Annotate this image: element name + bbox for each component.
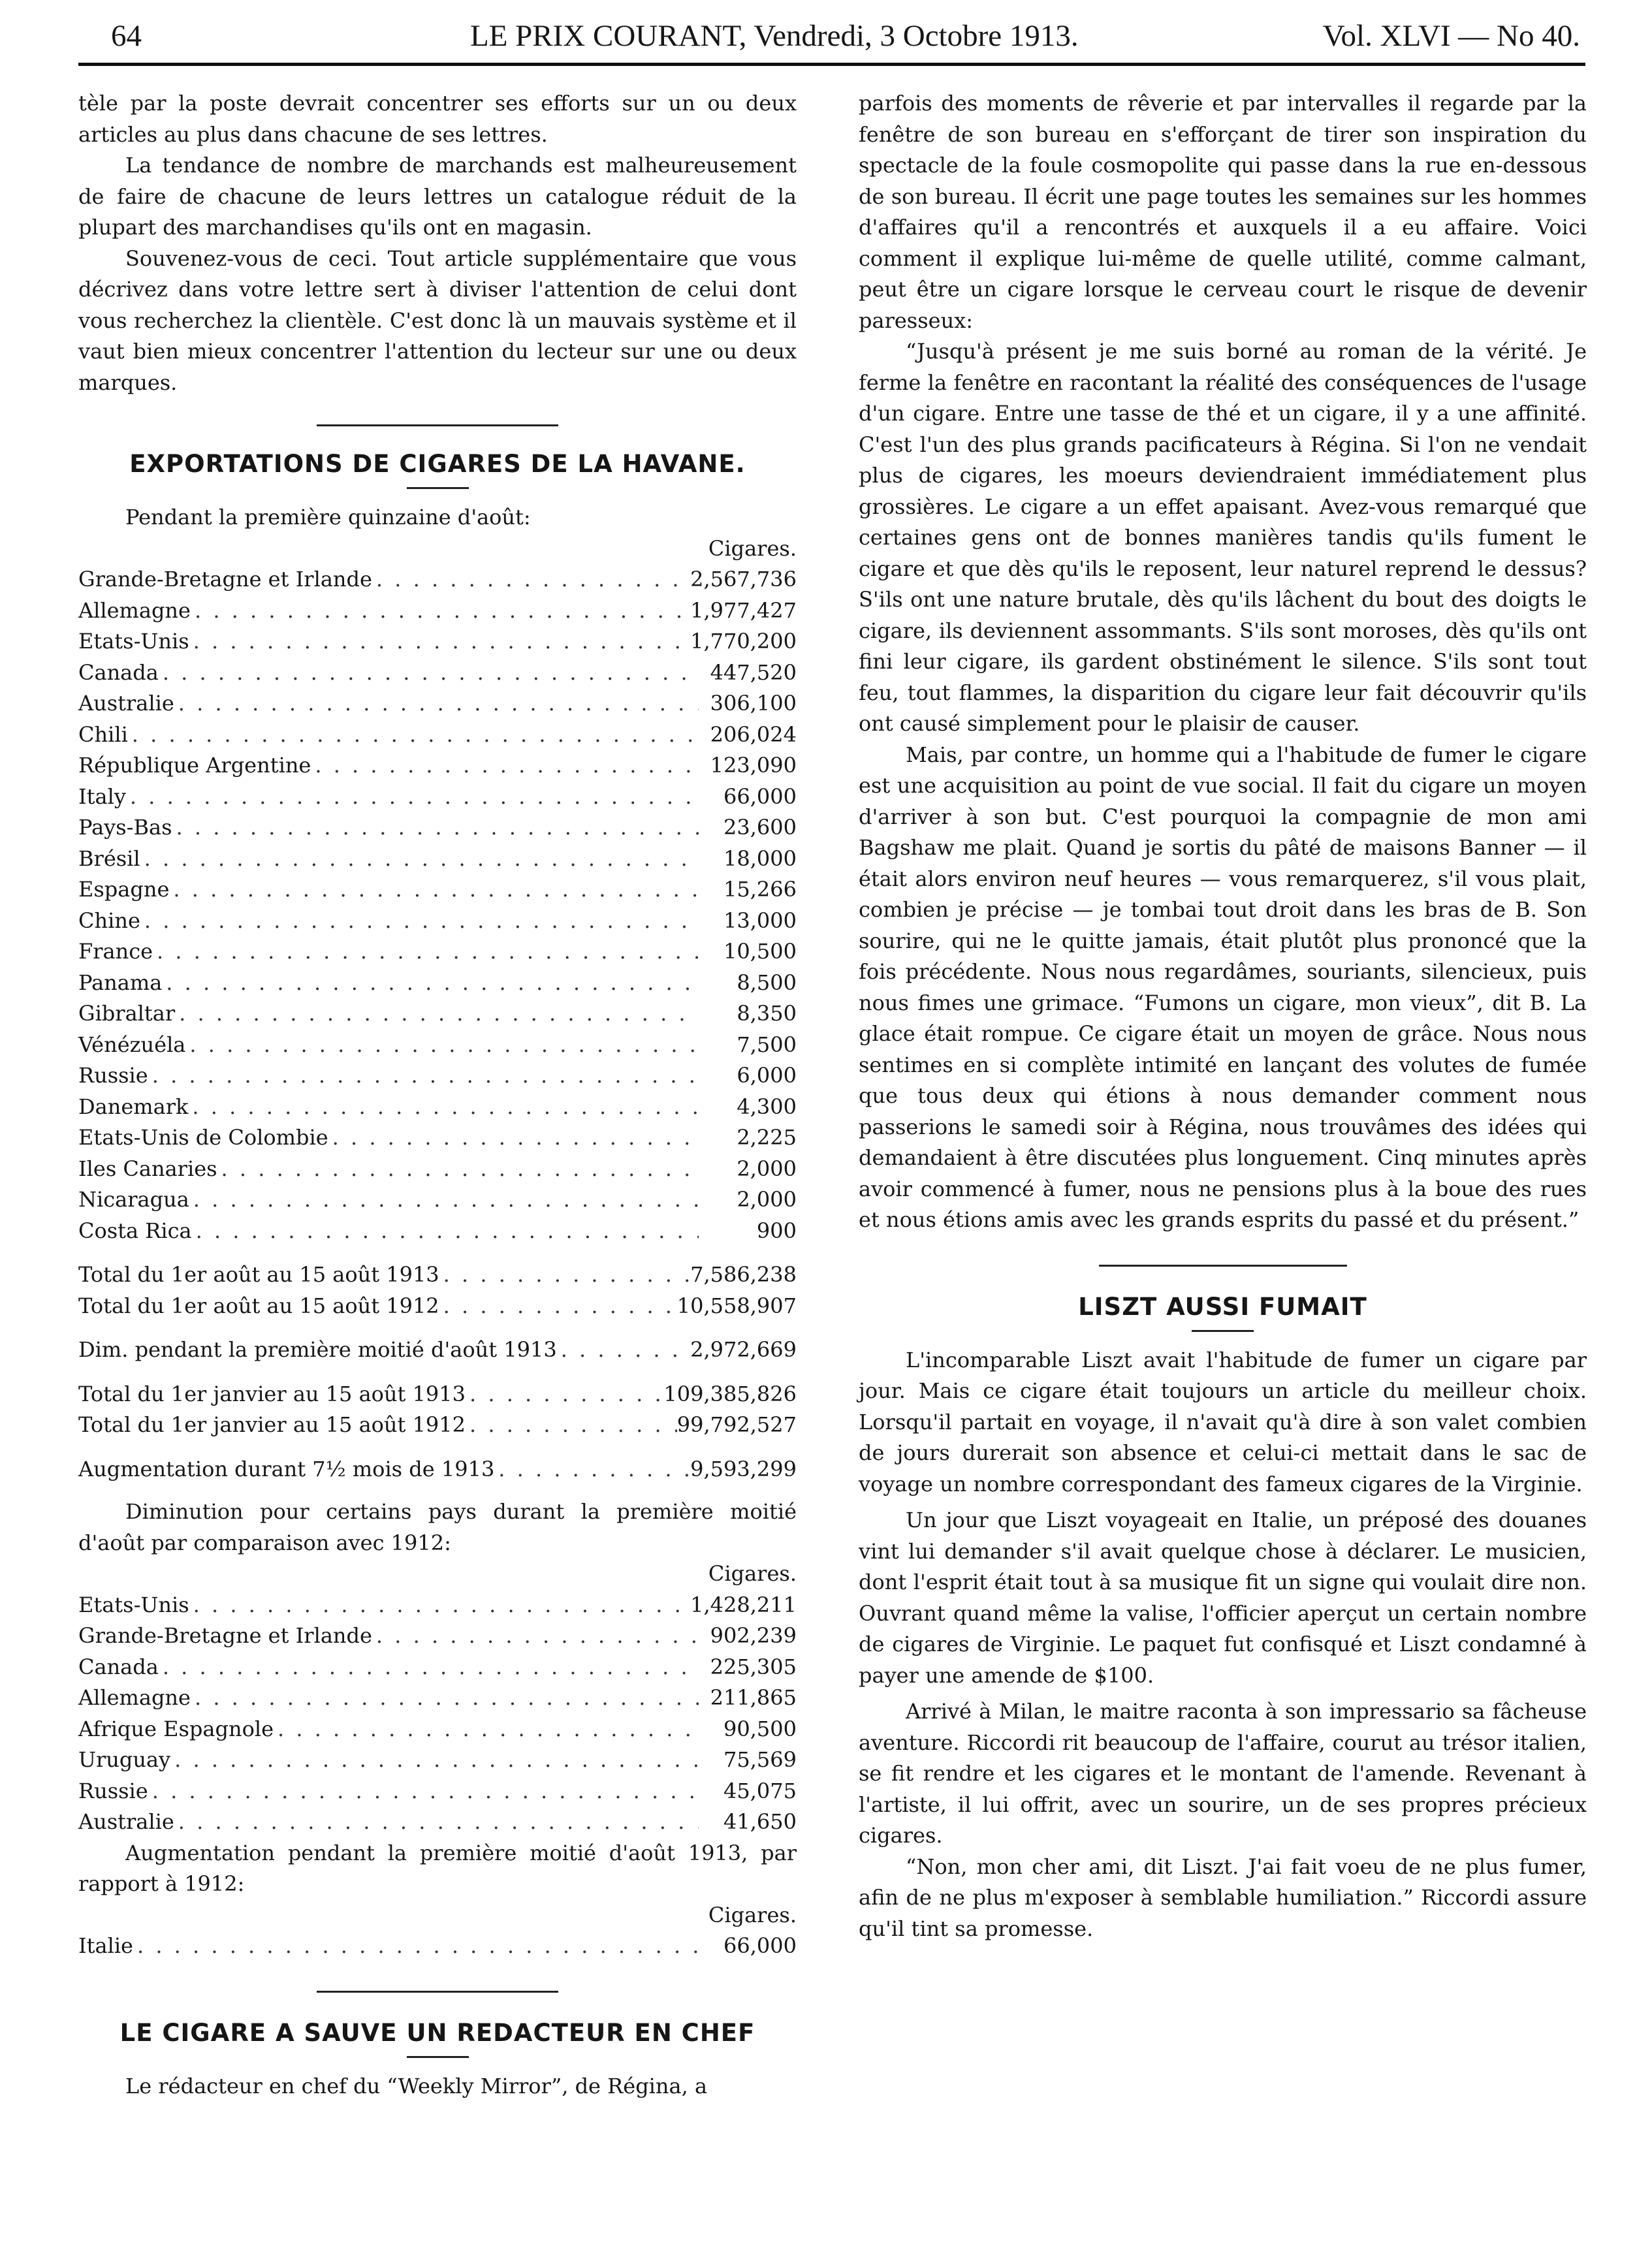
leader-dots <box>494 1454 690 1485</box>
row-label: Uruguay <box>78 1747 171 1772</box>
table-row <box>78 688 797 720</box>
liszt-title: LISZT AUSSI FUMAIT <box>1078 1292 1367 1321</box>
row-value: 1,428,211 <box>690 1592 797 1617</box>
row-value: 15,266 <box>723 877 797 902</box>
row-value: 18,000 <box>723 846 797 871</box>
row-label: Gibraltar <box>78 1001 176 1026</box>
table-row <box>78 1122 797 1154</box>
table-row <box>78 1745 797 1776</box>
page-number: 64 <box>111 19 142 53</box>
row-label: Costa Rica <box>78 1218 192 1243</box>
diminution-line <box>78 1335 797 1366</box>
section-divider-3 <box>1099 1265 1347 1267</box>
row-value: 1,977,427 <box>690 597 797 623</box>
section-divider <box>317 424 558 426</box>
leader-dots <box>170 1745 699 1776</box>
leader-dots <box>148 1776 699 1807</box>
intro-paragraph-2: La tendance de nombre de marchands est malheureusement de faire de chacune de leurs lettres un catalogue réduit de la plupart des marchandises qu'ils ont en magasin. <box>78 153 797 240</box>
right-paragraph-3: Mais, par contre, un homme qui a l'habitude de fumer le cigare est une acquisition au point de vue social. Il fait du cigare un moyen d'arriver à son but. C'est pourquoi la compagnie de mon ami Bagshaw me plait. Quand je sortis du pâté de maisons Banner — il était alors environ neuf heures — vous remarquerez, s'il vous plait, combien je précise — je tombai tout droit dans les bras de B. Son sourire, qui ne le quitte jamais, était plutôt plus prononcé que la fois précédente. Nous nous regardâmes, souriants, silencieux, puis nous fimes une grimace. “Fumons un cigare, mon vieux”, dit B. La glace était rompue. Ce cigare était un moyen de grâce. Nous nous sentimes en si complète intimité en lançant des volutes de fumée que tous deux qui étions à nous demander comment nous passerions le samedi soir à Régina, nous trouvâmes des idées qui demandaient à être discutées plus longuement. Cinq minutes après avoir commencé à fumer, nous ne pensions plus à la boue des rues et nous étions amis avec les grands esprits du passé et du présent.” <box>859 742 1587 1232</box>
row-value: 123,090 <box>710 753 797 778</box>
row-label: Chine <box>78 908 140 933</box>
row-value: 90,500 <box>723 1716 797 1741</box>
row-label: Nicaragua <box>78 1187 189 1212</box>
table-row <box>78 1410 797 1441</box>
leader-dots <box>133 1931 699 1962</box>
table-row <box>78 874 797 906</box>
row-label: Italy <box>78 783 126 809</box>
table-row <box>78 936 797 968</box>
row-label: Russie <box>78 1778 148 1803</box>
table-row <box>78 1776 797 1807</box>
row-label: Canada <box>78 1654 159 1679</box>
row-label: Total du 1er janvier au 15 août 1913 <box>78 1381 466 1406</box>
intro-paragraph-1: tèle par la poste devrait concentrer ses efforts sur un ou deux articles au plus dans chacune de ses lettres. <box>78 91 797 147</box>
row-value: 211,865 <box>710 1685 797 1710</box>
table-row <box>78 906 797 937</box>
row-label: Allemagne <box>78 597 191 623</box>
row-label: Vénézuéla <box>78 1032 186 1057</box>
table-row <box>78 968 797 999</box>
header-rule <box>78 63 1585 66</box>
title-underline-2 <box>407 2056 469 2058</box>
row-label: Afrique Espagnole <box>78 1716 274 1741</box>
row-value: 8,500 <box>737 970 797 995</box>
leader-dots <box>191 1683 699 1714</box>
table-row <box>78 1154 797 1185</box>
leader-dots <box>174 1807 699 1838</box>
leader-dots <box>185 1030 699 1061</box>
row-label: Italie <box>78 1933 133 1958</box>
publication-title: LE PRIX COURANT, Vendredi, 3 Octobre 1913. <box>470 19 1079 53</box>
leader-dots <box>175 998 699 1030</box>
row-value: 447,520 <box>710 659 797 685</box>
row-value: 1,770,200 <box>690 629 797 654</box>
intro-paragraph-3: Souvenez-vous de ceci. Tout article supplémentaire que vous décrivez dans votre lettre sert à diviser l'attention de celui dont vous recherchez la clientèle. C'est donc là un mauvais système et il vaut bien mieux concentrer l'attention du lecteur sur une ou deux marques. <box>78 245 797 395</box>
row-value: 4,300 <box>737 1094 797 1119</box>
row-label: Total du 1er août au 15 août 1913 <box>78 1262 439 1287</box>
table-row <box>78 782 797 813</box>
row-value: 7,500 <box>737 1032 797 1057</box>
exports-table <box>78 564 797 1246</box>
row-value: 41,650 <box>723 1809 797 1834</box>
liszt-paragraph-2: Un jour que Liszt voyageait en Italie, un préposé des douanes vint lui demander s'il avait quelque chose à déclarer. Le musicien, dont l'esprit était tout à sa musique fit un signe qui voulait dire non. Ouvrant quand même la valise, l'officier aperçut un certain nombre de cigares de Virginie. Le paquet fut confisqué et Liszt condamné à payer une amende de $100. <box>859 1508 1587 1688</box>
augmentation-table <box>78 1931 797 1962</box>
row-value: 99,792,527 <box>676 1412 797 1437</box>
table-row <box>78 1259 797 1291</box>
totals-august <box>78 1259 797 1321</box>
right-paragraph-1: parfois des moments de rêverie et par intervalles il regarde par la fenêtre de son bureau en s'efforçant de tirer son inspiration du spectacle de la foule cosmopolite qui passe dans la rue en-dessous de son bureau. Il écrit une page toutes les semaines sur les hommes d'affaires qu'il a rencontrés et auxquels il a eu affaire. Voici comment il explique lui-même de quelle utilité, comme calmant, peut être un cigare lorsque le cerveau court le risque de devenir paresseux: <box>859 91 1587 333</box>
leader-dots <box>148 1060 699 1092</box>
table-row <box>78 998 797 1030</box>
right-column <box>859 88 1587 1944</box>
row-value: 900 <box>756 1218 797 1243</box>
leader-dots <box>189 1184 699 1216</box>
row-label: France <box>78 939 153 964</box>
volume-number: Vol. XLVI — No 40. <box>1322 19 1580 53</box>
exports-period: Pendant la première quinzaine d'août: <box>125 505 531 530</box>
row-label: Etats-Unis <box>78 1592 189 1617</box>
row-label: Dim. pendant la première moitié d'août 1913 <box>78 1337 557 1362</box>
leader-dots <box>217 1154 699 1185</box>
row-value: 23,600 <box>723 815 797 840</box>
table-row <box>78 720 797 751</box>
page-header <box>91 18 1580 59</box>
row-label: Grande-Bretagne et Irlande <box>78 567 372 592</box>
table-row <box>78 1714 797 1745</box>
row-value: 10,500 <box>723 939 797 964</box>
leader-dots <box>466 1410 677 1441</box>
table-row <box>78 626 797 657</box>
row-value: 902,239 <box>710 1623 797 1648</box>
row-value: 2,000 <box>737 1187 797 1212</box>
row-label: Panama <box>78 970 163 995</box>
leader-dots <box>159 1652 699 1683</box>
row-label: Espagne <box>78 877 170 902</box>
section-divider-2 <box>317 1991 558 1993</box>
leader-dots <box>439 1259 690 1291</box>
leader-dots <box>328 1122 699 1154</box>
row-label: Allemagne <box>78 1685 191 1710</box>
leader-dots <box>372 564 690 595</box>
leader-dots <box>189 626 691 657</box>
row-value: 66,000 <box>723 1933 797 1958</box>
unit-header: Cigares. <box>708 535 797 561</box>
table-row <box>78 657 797 689</box>
table-row <box>78 1931 797 1962</box>
augmentation-line <box>78 1454 797 1485</box>
table-row <box>78 1216 797 1247</box>
leader-dots <box>188 1092 699 1123</box>
row-label: Australie <box>78 691 174 716</box>
unit-header-2: Cigares. <box>708 1561 797 1586</box>
table-row <box>78 1590 797 1621</box>
leader-dots <box>466 1379 663 1410</box>
leader-dots <box>189 1590 691 1621</box>
leader-dots <box>153 936 699 968</box>
table-row <box>78 1454 797 1485</box>
row-label: Total du 1er janvier au 15 août 1912 <box>78 1412 466 1437</box>
leader-dots <box>172 812 699 844</box>
leader-dots <box>169 874 699 906</box>
table-row <box>78 1291 797 1322</box>
table-row <box>78 1092 797 1123</box>
row-label: Australie <box>78 1809 174 1834</box>
title-underline-3 <box>1192 1330 1254 1332</box>
row-value: 8,350 <box>737 1001 797 1026</box>
left-column <box>78 88 797 2102</box>
table-row <box>78 1184 797 1216</box>
table-row <box>78 844 797 875</box>
table-row <box>78 1335 797 1366</box>
row-value: 225,305 <box>710 1654 797 1679</box>
row-value: 2,972,669 <box>690 1337 797 1362</box>
table-row <box>78 1621 797 1652</box>
row-value: 9,593,299 <box>690 1456 797 1481</box>
liszt-paragraph-4: “Non, mon cher ami, dit Liszt. J'ai fait voeu de ne plus fumer, afin de ne plus m'exposer à semblable humiliation.” Riccordi assure qu'il tint sa promesse. <box>859 1854 1587 1941</box>
row-label: Pays-Bas <box>78 815 172 840</box>
row-label: Iles Canaries <box>78 1156 217 1181</box>
right-paragraph-2: “Jusqu'à présent je me suis borné au roman de la vérité. Je ferme la fenêtre en racontant la réalité des conséquences de l'usage d'un cigare. Entre une tasse de thé et un cigare, il y a une affinité. C'est l'un des plus grands pacificateurs à Régina. Si l'on ne vendait plus de cigares, les moeurs deviendraient immédiatement plus grossières. Le cigare a un effet apaisant. Avez-vous remarqué que certaines gens ont de bonnes manières tandis qu'ils fument le cigare et que dès qu'ils le reposent, leur naturel reprend le dessus? S'ils ont une nature brutale, dès qu'ils lâchent du bout des doigts le cigare, ils deviennent assommants. S'ils sont moroses, dès qu'ils ont fini leur cigare, ils gardent obstinément le silence. S'ils sont tout feu, tout flammes, la disparition du cigare leur fait découvrir qu'ils ont causé simplement pour le plaisir de causer. <box>859 339 1587 736</box>
leader-dots <box>192 1216 699 1247</box>
row-value: 306,100 <box>710 691 797 716</box>
table-row <box>78 1060 797 1092</box>
augmentation-intro: Augmentation pendant la première moitié d'août 1913, par rapport à 1912: <box>78 1840 797 1896</box>
leader-dots <box>140 906 699 937</box>
row-value: 2,000 <box>737 1156 797 1181</box>
leader-dots <box>372 1621 699 1652</box>
row-label: Danemark <box>78 1094 189 1119</box>
table-row <box>78 1030 797 1061</box>
row-label: Total du 1er août au 15 août 1912 <box>78 1293 439 1318</box>
leader-dots <box>128 720 699 751</box>
leader-dots <box>311 750 699 782</box>
table-row <box>78 1807 797 1838</box>
leader-dots <box>274 1714 699 1745</box>
row-label: Augmentation durant 7½ mois de 1913 <box>78 1456 495 1481</box>
totals-year <box>78 1379 797 1441</box>
leader-dots <box>557 1335 690 1366</box>
leader-dots <box>140 844 699 875</box>
table-row <box>78 750 797 782</box>
row-value: 2,567,736 <box>690 567 797 592</box>
row-value: 75,569 <box>723 1747 797 1772</box>
exports-title: EXPORTATIONS DE CIGARES DE LA HAVANE. <box>129 450 746 478</box>
row-value: 66,000 <box>723 783 797 809</box>
table-row <box>78 1379 797 1410</box>
row-value: 45,075 <box>723 1778 797 1803</box>
diminution-table <box>78 1590 797 1838</box>
liszt-paragraph-1: L'incomparable Liszt avait l'habitude de fumer un cigare par jour. Mais ce cigare était toujours un article du meilleur choix. Lorsqu'il partait en voyage, il n'avait qu'à dire à son valet combien de jours durerait son absence et celui-ci mettait dans le sac de voyage un nombre correspondant des fameux cigares de la Virginie. <box>859 1347 1587 1496</box>
leader-dots <box>439 1291 677 1322</box>
table-row <box>78 1683 797 1714</box>
leader-dots <box>162 968 699 999</box>
editor-first-line: Le rédacteur en chef du “Weekly Mirror”, de Régina, a <box>125 2073 708 2098</box>
table-row <box>78 564 797 595</box>
leader-dots <box>191 595 690 627</box>
row-value: 2,225 <box>737 1125 797 1150</box>
table-row <box>78 812 797 844</box>
liszt-paragraph-3: Arrivé à Milan, le maitre raconta à son impressario sa fâcheuse aventure. Riccordi rit beaucoup de l'affaire, courut au trésor italien, se fit rendre et les cigares et le montant de l'amende. Revenant à l'artiste, il lui offrit, avec un sourire, un de ses propres précieux cigares. <box>859 1699 1587 1848</box>
row-label: République Argentine <box>78 753 311 778</box>
leader-dots <box>174 688 699 720</box>
row-value: 206,024 <box>710 721 797 747</box>
row-label: Chili <box>78 721 128 747</box>
table-row <box>78 1652 797 1683</box>
row-value: 109,385,826 <box>663 1381 797 1406</box>
row-label: Brésil <box>78 846 140 871</box>
diminution-intro: Diminution pour certains pays durant la première moitié d'août par comparaison avec 1912: <box>78 1499 797 1555</box>
leader-dots <box>159 657 699 689</box>
row-label: Grande-Bretagne et Irlande <box>78 1623 372 1648</box>
title-underline <box>407 487 469 489</box>
row-label: Etats-Unis <box>78 629 189 654</box>
row-label: Russie <box>78 1063 148 1088</box>
unit-header-3: Cigares. <box>708 1902 797 1927</box>
table-row <box>78 595 797 627</box>
editor-section-title: LE CIGARE A SAUVE UN REDACTEUR EN CHEF <box>119 2018 755 2047</box>
row-value: 10,558,907 <box>676 1293 797 1318</box>
row-label: Etats-Unis de Colombie <box>78 1125 328 1150</box>
row-value: 13,000 <box>723 908 797 933</box>
row-value: 7,586,238 <box>690 1262 797 1287</box>
leader-dots <box>126 782 699 813</box>
row-label: Canada <box>78 659 159 685</box>
row-value: 6,000 <box>737 1063 797 1088</box>
